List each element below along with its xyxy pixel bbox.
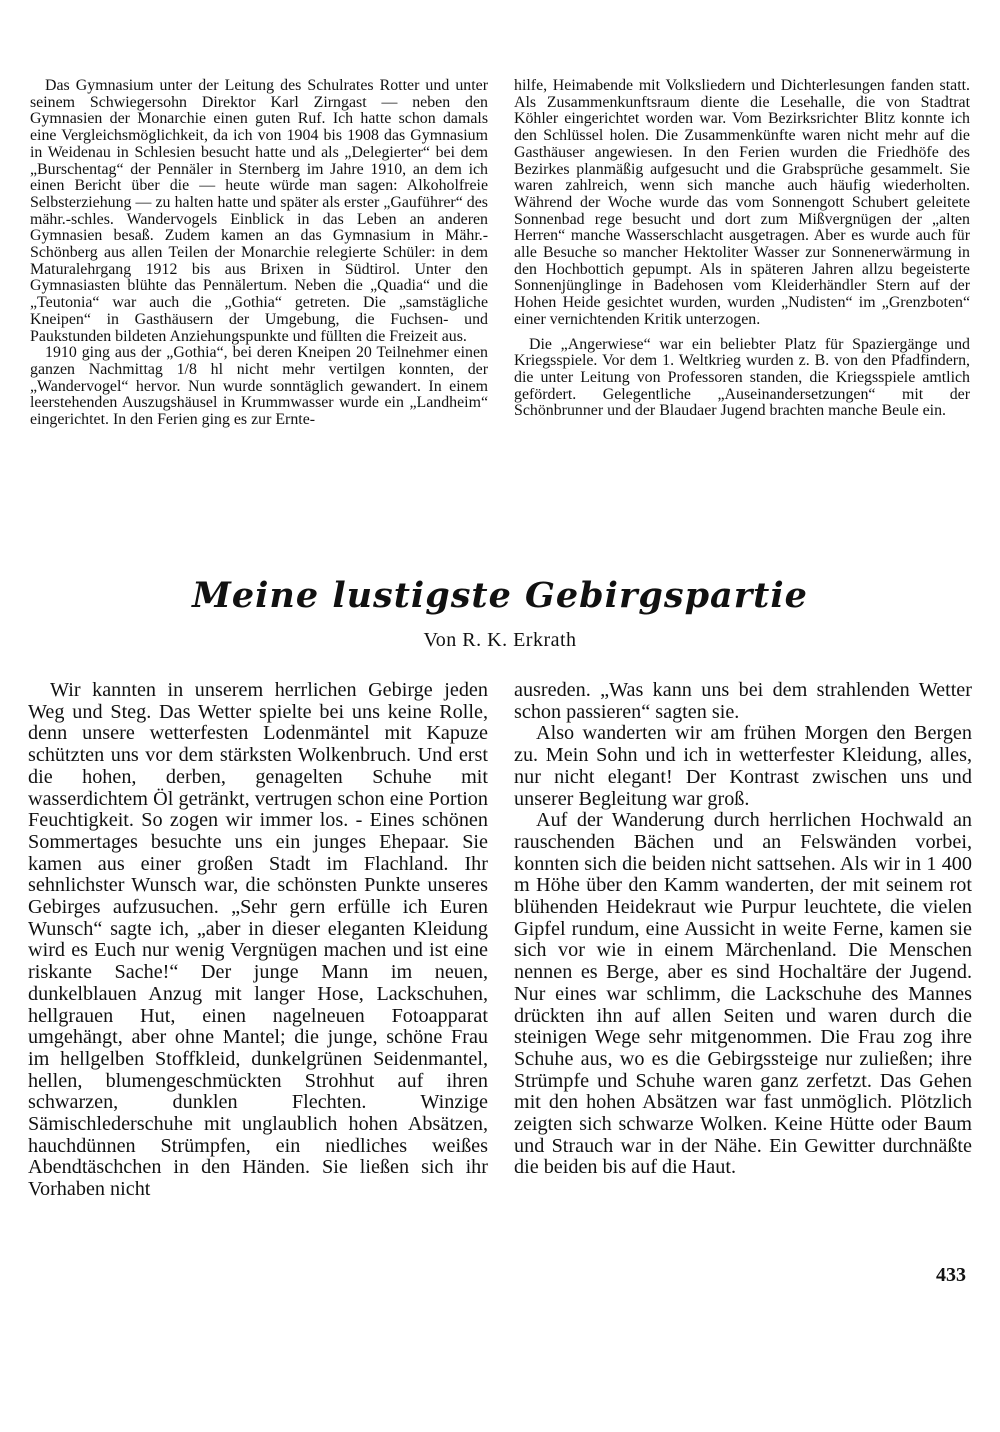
- paragraph: Also wanderten wir am frühen Morgen den Bergen zu. Mein Sohn und ich in wetterfester Kleidung, alles, nur nicht elegant! Der Kontrast zwischen uns und unserer Begleitung war groß.: [514, 722, 972, 810]
- paragraph: Das Gymnasium unter der Leitung des Schulrates Rotter und unter seinem Schwiegersohn Direktor Karl Zirngast — neben den Gymnasien der Monarchie einen guten Ruf. Ich hatte schon damals eine Vergleichsmöglichkeit, da ich von 1904 bis 1908 das Gymnasium in Weidenau in Schlesien besucht hatte und als „Delegierter“ bei dem „Burschentag“ der Pennäler in Sternberg im Jahre 1910, an dem ich einen Bericht über die — heute würde man sagen: Alkoholfreie Selbsterziehung — zu halten hatte und später als erster „Gauführer“ des mähr.-schles. Wandervogels Einblick in das Leben an anderen Gymnasien besaß. Zudem kamen an das Gymnasium in Mähr.-Schönberg aus allen Teilen der Monarchie relegierte Schüler: in dem Maturalehrgang 1912 bis aus Brixen in Südtirol. Unter den Gymnasiasten blühte das Pennälertum. Neben die „Quadia“ und die „Teutonia“ war auch die „Gothia“ getreten. Die „samstägliche Kneipen“ in Gasthäusern der Umgebung, die Fuchsen- und Paukstunden bildeten Anziehungspunkte und füllten die Freizeit aus.: [30, 77, 488, 345]
- previous-article-right-column: [514, 78, 970, 420]
- paragraph: ausreden. „Was kann uns bei dem strahlenden Wetter schon passieren“ sagten sie.: [514, 679, 972, 723]
- paragraph: Wir kannten in unserem herrlichen Gebirge jeden Weg und Steg. Das Wetter spielte bei uns keine Rolle, denn unsere wetterfesten Lodenmäntel mit Kapuze schützten uns vor dem stärksten Wolkenbruch. Und erst die hohen, derben, genagelten Schuhe mit wasserdichtem Öl getränkt, vertrugen schon eine Portion Feuchtigkeit. So zogen wir immer los. - Eines schönen Sommertages besuchte uns ein junges Ehepaar. Sie kamen aus einer großen Stadt im Flachland. Ihr sehnlichster Wunsch war, die schönsten Punkte unseres Gebirges aufzusuchen. „Sehr gern erfülle ich Euren Wunsch“ sagte ich, „aber in dieser eleganten Kleidung wird es Euch nur wenig Vergnügen machen und ist eine riskante Sache!“ Der junge Mann im neuen, dunkelblauen Anzug mit langer Hose, Lackschuhen, hellgrauen Hut, einen nagelneuen Fotoapparat umgehängt, aber ohne Mantel; die junge, schöne Frau im hellgelben Stoffkleid, dunkelgrünen Seidenmantel, hellen, blumengeschmückten Strohhut auf ihren schwarzen, dunklen Flechten. Winzige Sämischlederschuhe mit unglaublich hohen Absätzen, hauchdünnen Strümpfen, ein niedliches weißes Abendtäschchen in den Händen. Sie ließen sich ihr Vorhaben nicht: [28, 679, 488, 1201]
- paragraph: 1910 ging aus der „Gothia“, bei deren Kneipen 20 Teilnehmer einen ganzen Nachmittag 1/8 hl nicht mehr vertilgen konnten, der „Wandervogel“ hervor. Nun wurde sonntäglich gewandert. In einem leerstehenden Auszugshäusel in Krummwasser wurde ein „Landheim“ eingerichtet. In den Ferien ging es zur Ernte-: [30, 344, 488, 429]
- page-number: 433: [936, 1264, 966, 1286]
- previous-article-left-column: [30, 78, 488, 429]
- article-right-column: [514, 680, 972, 1179]
- article-title: Meine lustigste Gebirgspartie: [192, 575, 808, 616]
- paragraph: Die „Angerwiese“ war ein beliebter Platz für Spaziergänge und Kriegsspiele. Vor dem 1. Weltkrieg wurden z. B. von den Pfadfindern, die unter Leitung von Professoren standen, die Kriegsspiele amtlich gefördert. Gelegentliche „Auseinandersetzungen“ mit der Schönbrunner und der Blaudaer Jugend brachten manche Beule ein.: [514, 335, 970, 420]
- article-author: Von R. K. Erkrath: [423, 629, 577, 651]
- paragraph: hilfe, Heimabende mit Volksliedern und Dichterlesungen fanden statt. Als Zusammenkunftsraum diente die Lesehalle, die von Stadtrat Köhler eingerichtet worden war. Vom Bezirksrichter Blitz konnte ich den Schlüssel holen. Die Zusammenkünfte waren nicht mehr auf die Gasthäuser angewiesen. In den Ferien wurden die Friedhöfe des Bezirkes planmäßig aufgesucht und die Grabsprüche gesammelt. Sie waren zahlreich, wenn sich manche auch häufig wiederholten. Während der Woche wurde das vom Sonnengott Schubert geleitete Sonnenbad rege besucht und dort zum Mißvergnügen der „alten Herren“ manche Wasserschlacht ausgetragen. Aber es wurde auch für alle Besuche so mancher Hektoliter Wasser zur Sonnenerwärmung in den Hochbottich gepumpt. Als in späteren Jahren allzu begeisterte Sonnenjünglinge in Badehosen vom Kleiderhändler Stern auf der Hohen Heide gesichtet wurden, wurden „Nudisten“ im „Grenzboten“ einer vernichtenden Kritik unterzogen.: [514, 77, 970, 328]
- article-left-column: [28, 680, 488, 1201]
- paragraph: Auf der Wanderung durch herrlichen Hochwald an rauschenden Bächen und an Felswänden vorbei, konnten sich die beiden nicht sattsehen. Als wir in 1 400 m Höhe über den Kamm wanderten, der mit seinem rot blühenden Heidekraut wie Purpur leuchtete, die vielen Gipfel rundum, eine Aussicht in weite Ferne, kamen sie sich vor wie in einem Märchenland. Die Menschen nennen es Berge, aber es sind Hochaltäre der Jugend. Nur eines war schlimm, die Lackschuhe des Mannes drückten ihn auf allen Seiten und waren durch die steinigen Wege sehr mitgenommen. Die Frau zog ihre Schuhe aus, wo es die Gebirgssteige nur zuließen; ihre Strümpfe und Schuhe waren ganz zerfetzt. Das Gehen mit den hohen Absätzen war fast unmöglich. Plötzlich zeigten sich schwarze Wolken. Keine Hütte oder Baum und Strauch war in der Nähe. Ein Gewitter durchnäßte die beiden bis auf die Haut.: [514, 809, 972, 1179]
